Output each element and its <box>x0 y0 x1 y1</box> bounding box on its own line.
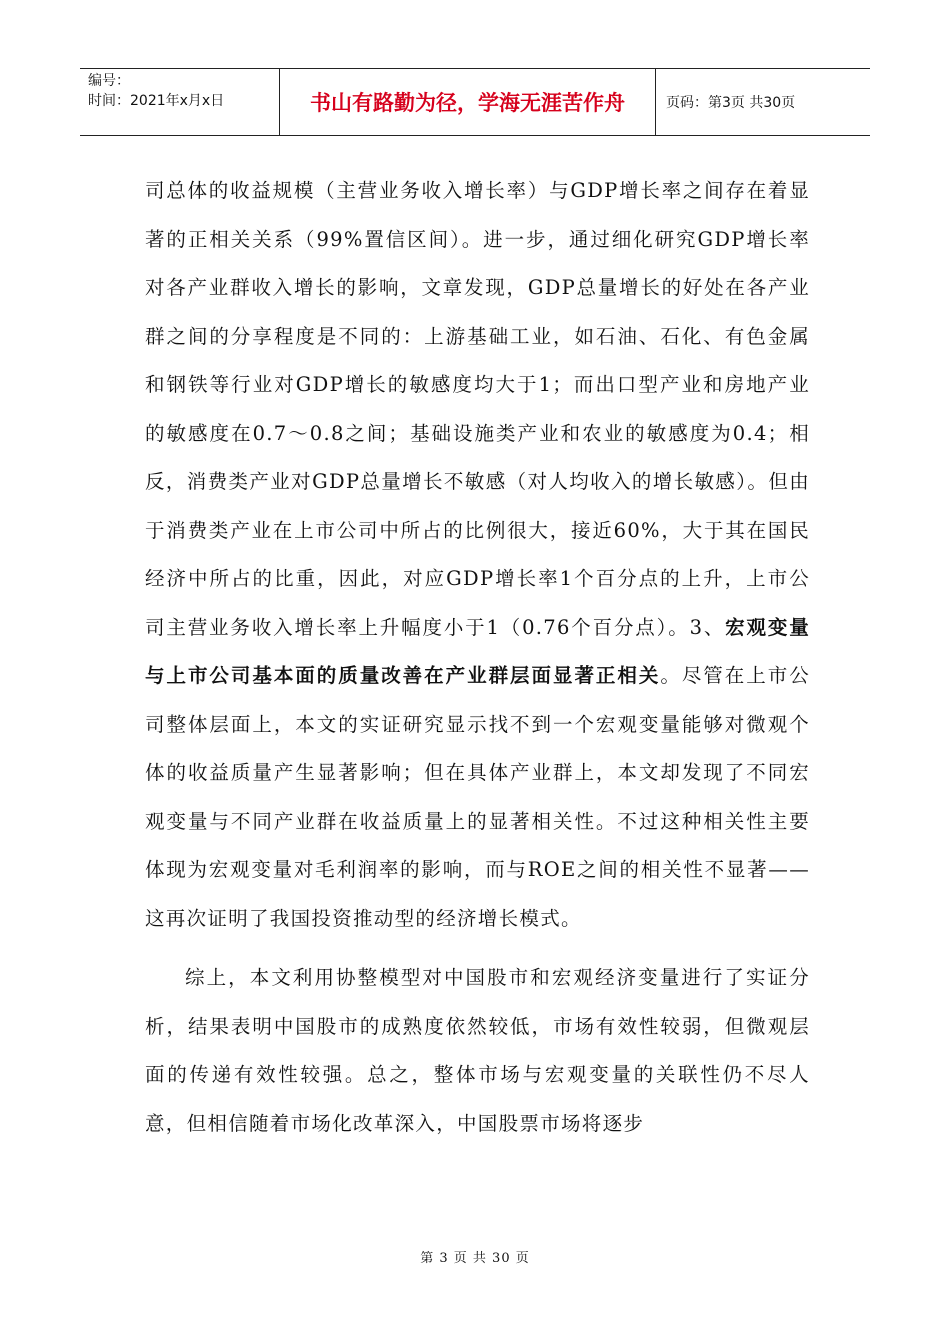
page-header <box>80 68 870 136</box>
paragraph-1-text-b: 。尽管在上市公司整体层面上，本文的实证研究显示找不到一个宏观变量能够对微观个体的收益质量产生显著影响；但在具体产业群上，本文却发现了不同宏观变量与不同产业群在收益质量上的显著相关性。不过这种相关性主要体现为宏观变量对毛利润率的影响，而与ROE之间的相关性不显著——这再次证明了我国投资推动型的经济增长模式。 <box>145 664 810 930</box>
body-paragraph-2: 综上，本文利用协整模型对中国股市和宏观经济变量进行了实证分析，结果表明中国股市的成熟度依然较低，市场有效性较弱，但微观层面的传递有效性较强。总之，整体市场与宏观变量的关联性仍不尽人意，但相信随着市场化改革深入，中国股票市场将逐步 <box>145 966 810 1135</box>
page-footer: 第 3 页 共 30 页 <box>420 1251 530 1266</box>
paragraph-1-text-a: 司总体的收益规模（主营业务收入增长率）与GDP增长率之间存在着显著的正相关关系（99%置信区间）。进一步，通过细化研究GDP增长率对各产业群收入增长的影响，文章发现，GDP总量增长的好处在各产业群之间的分享程度是不同的：上游基础工业，如石油、石化、有色金属和钢铁等行业对GDP增长的敏感度均大于1；而出口型产业和房地产业的敏感度在0.7～0.8之间；基础设施类产业和农业的敏感度为0.4；相反，消费类产业对GDP总量增长不敏感（对人均收入的增长敏感）。但由于消费类产业在上市公司中所占的比例很大，接近60%，大于其在国民经济中所占的比重，因此，对应GDP增长率1个百分点的上升，上市公司主营业务收入增长率上升幅度小于1（0.76个百分点）。3、 <box>145 179 810 639</box>
header-meta <box>80 69 280 135</box>
document-body <box>145 167 810 1148</box>
paragraph-1-bold-heading: 宏观变量与上市公司基本面的质量改善在产业群层面显著正相关 <box>145 615 811 687</box>
document-number-label: 编号： <box>88 73 130 89</box>
header-page-number: 页码：第3页 共30页 <box>666 95 796 111</box>
body-paragraph-1 <box>145 167 810 943</box>
document-date-label: 时间：2021年x月x日 <box>88 93 225 109</box>
header-motto: 书山有路勤为径，学海无涯苦作舟 <box>280 69 656 135</box>
